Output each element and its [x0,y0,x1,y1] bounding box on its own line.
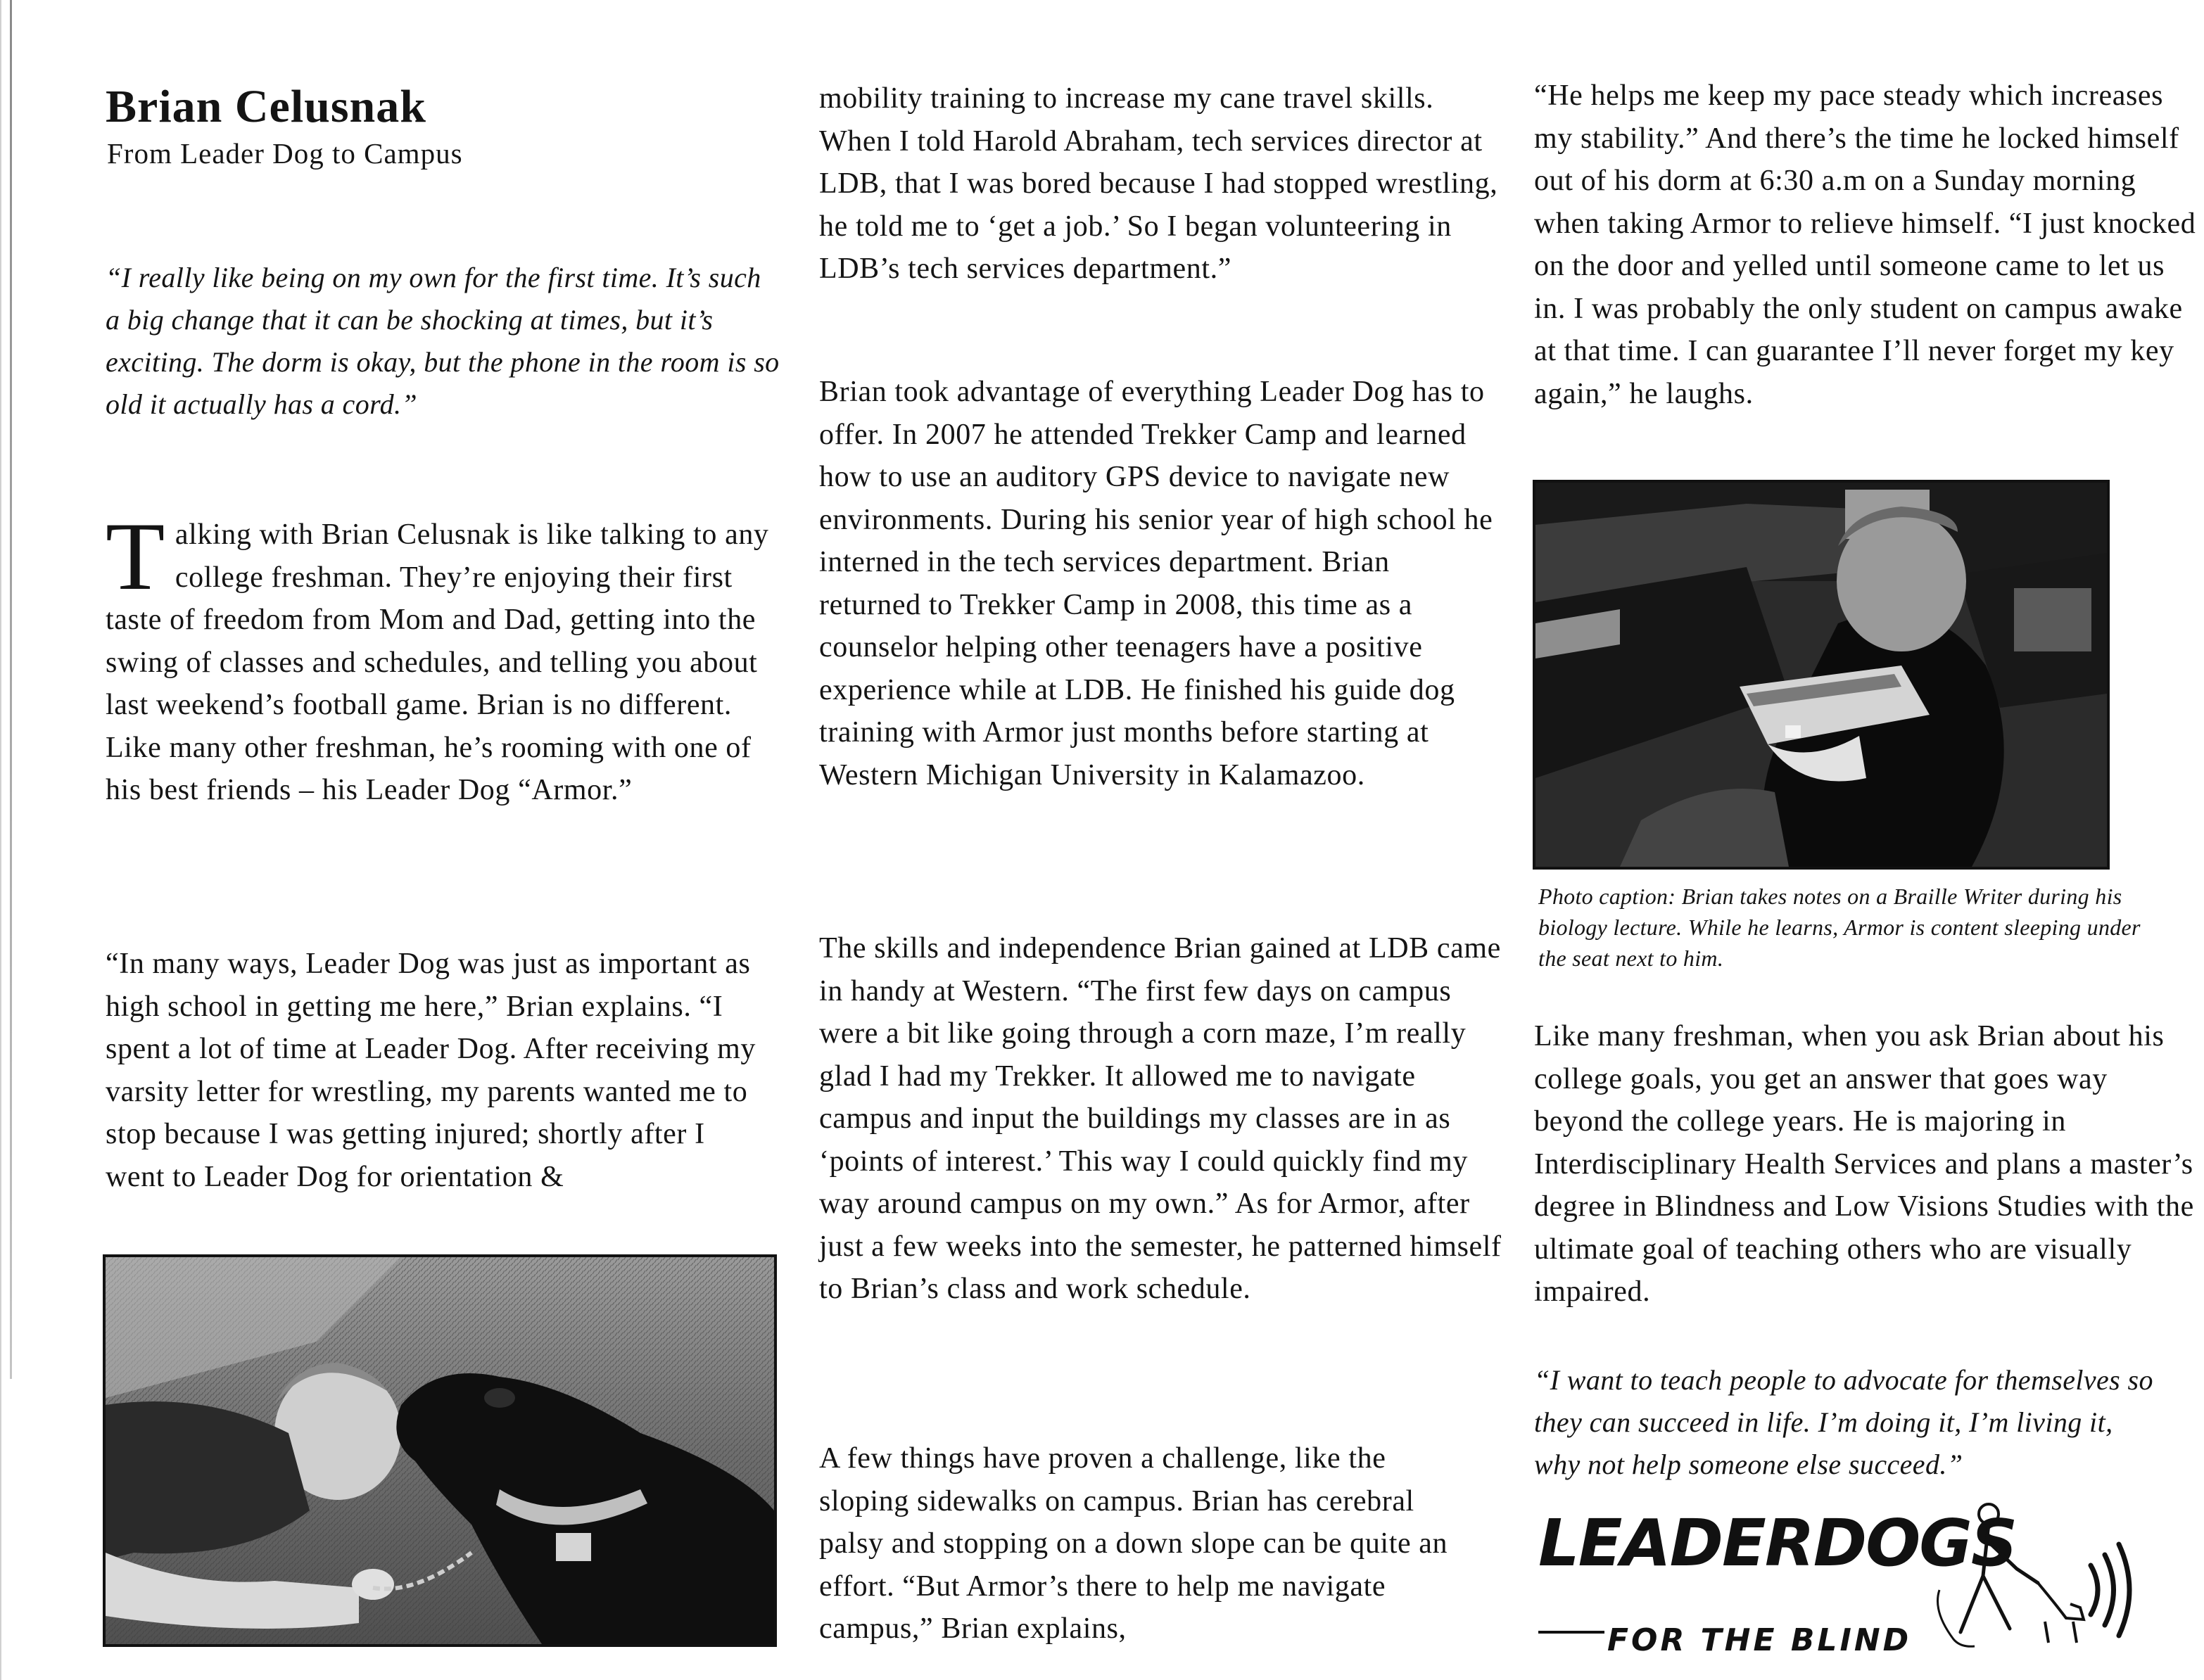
intro-quote: “I really like being on my own for the first time. It’s such a big change that it can be shocking at times, but it’s exciting. The dorm is okay, but the phone in the room is so old it actually has a cord.” [106,262,780,420]
paragraph-trekker: Brian took advantage of everything Leader Dog has to offer. In 2007 he attended Trekker Camp and learned how to use an auditory GPS device to navigate new environments. During his senior year of high school he interned in the tech services department. Brian returned to Trekker Camp in 2008, this time as a counselor helping other teenagers have a positive experience while at LDB. He finished his guide dog training with Armor just months before starting at Western Michigan University in Kalamazoo. [819,376,1493,791]
photo-caption: Photo caption: Brian takes notes on a Braille Writer during his biology lecture. While he learns, Armor is content sleeping under the seat next to him. [1538,884,2141,971]
scan-edge-shadow [10,0,12,1379]
paragraph-challenges: A few things have proven a challenge, like the sloping sidewalks on campus. Brian has cerebral palsy and stopping on a down slope can be quite an effort. “But Armor’s there to help me navigate campus,” Brian explains, [819,1442,1448,1645]
drop-cap: T [106,502,165,610]
logo-tagline: FOR THE BLIND [1607,1622,1912,1658]
paragraph-pace: “He helps me keep my pace steady which increases my stability.” And there’s the time he locked himself out of his dorm at 6:30 a.m on a Sunday morning when taking Armor to relieve himself. “I just knocked on the door and yelled until someone came to let us in. I was probably the only student on campus awake at that time. I can guarantee I’ll never forget my key again,” he laughs. [1534,79,2196,410]
paragraph-mobility: mobility training to increase my cane travel skills. When I told Harold Abraham, tech services director at LDB, that I was bored because I had stopped wrestling, he told me to ‘get a job.’ So I began volunteering in LDB’s tech services department.” [819,82,1498,285]
closing-quote: “I want to teach people to advocate for themselves so they can succeed in life. I’m doing it, I’m living it, why not help someone else succeed.” [1534,1364,2153,1480]
scan-edge [0,0,1,1680]
article-subtitle: From Leader Dog to Campus [107,137,463,170]
logo-wordmark: LEADERDOGS [1538,1506,2017,1581]
paragraph-western: The skills and independence Brian gained at LDB came in handy at Western. “The first few days on campus were a bit like going through a corn maze, I’m really glad I had my Trekker. It allowed me to navigate campus and input the buildings my classes are in as ‘points of interest.’ This way I could quickly find my way around campus on my own.” As for Armor, after just a few weeks into the semester, he patterned himself to Brian’s class and work schedule. [819,932,1502,1305]
leader-dogs-logo [1538,1506,2172,1674]
article-title: Brian Celusnak [106,81,426,132]
photo-brian-with-dog [103,1254,777,1647]
paragraph-goals: Like many freshman, when you ask Brian about his college goals, you get an answer that goes way beyond the college years. He is majoring in Interdisciplinary Health Services and plans a master’s degree in Blindness and Low Visions Studies with the ultimate goal of teaching others who are visually impaired. [1534,1020,2194,1308]
paragraph-intro [106,502,788,812]
logo-rule [1538,1631,1604,1634]
photo-braille-lecture [1533,480,2110,870]
guide-dog-walker-icon [1932,1498,2143,1660]
paragraph-leader-dog: “In many ways, Leader Dog was just as important as high school in getting me here,” Brian explains. “I spent a lot of time at Leader Dog. After receiving my varsity letter for wrestling, my parents wanted me to stop because I was getting injured; shortly after I went to Leader Dog for orientation & [106,948,756,1193]
paragraph-intro-text: alking with Brian Celusnak is like talking to any college freshman. They’re enjoying their first taste of freedom from Mom and Dad, getting into the swing of classes and schedules, and telling you about last weekend’s football game. Brian is no different. Like many other freshman, he’s rooming with one of his best friends – his Leader Dog “Armor.” [106,518,769,806]
